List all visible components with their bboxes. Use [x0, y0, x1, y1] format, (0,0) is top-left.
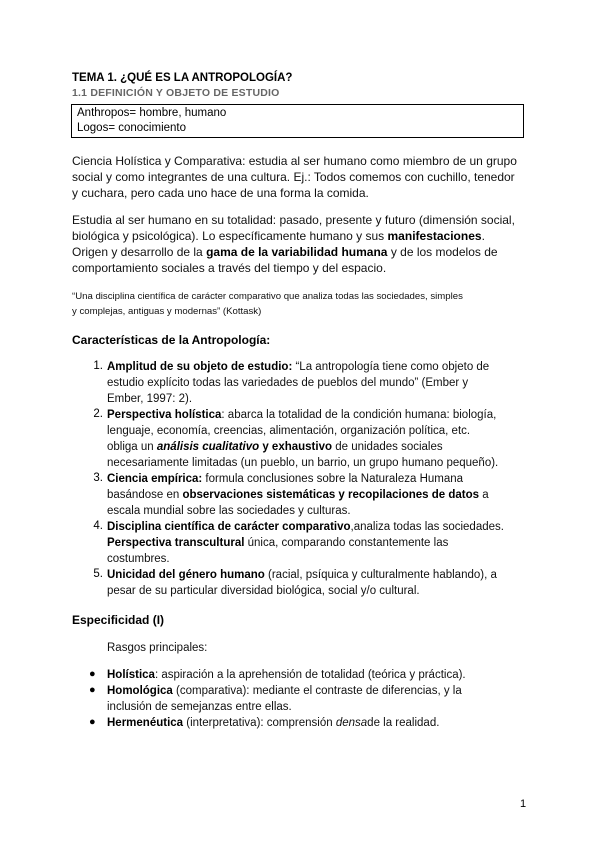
- list-item-line: escala mundial sobre las sociedades y culturas.: [107, 505, 351, 517]
- list-item-line: necesariamente limitadas (un pueblo, un barrio, un grupo humano pequeño).: [107, 457, 499, 469]
- text-line: Origen y desarrollo de la gama de la variabilidad humana y de los modelos de: [72, 245, 498, 259]
- definition-box: [71, 104, 524, 138]
- list-number: 1.: [93, 360, 103, 372]
- text-line: social y como integrantes de una cultura. Ej.: Todos comemos con cuchillo, tenedor: [72, 170, 515, 184]
- quote-line: y complejas, antiguas y modernas” (Kottask): [72, 306, 262, 317]
- list-item-line: pesar de su particular diversidad biológica, social y/o cultural.: [107, 585, 420, 597]
- list-item-line: Disciplina científica de carácter comparativo,analiza todas las sociedades.: [107, 521, 504, 533]
- list-number: 5.: [93, 568, 103, 580]
- list-item-line: Holística: aspiración a la aprehensión de totalidad (teórica y práctica).: [107, 669, 466, 681]
- quote-line: “Una disciplina científica de carácter comparativo que analiza todas las sociedades, simples: [72, 291, 463, 302]
- list-number: 2.: [93, 408, 103, 420]
- text-line: Estudia al ser humano en su totalidad: pasado, presente y futuro (dimensión social,: [72, 213, 515, 227]
- bullet-icon: ●: [89, 684, 96, 696]
- list-number: 3.: [93, 472, 103, 484]
- list-item-line: estudio explícito todas las variedades de pueblos del mundo” (Ember y: [107, 377, 469, 389]
- specificity-heading: Especificidad (I): [72, 613, 165, 627]
- bullet-icon: ●: [89, 668, 96, 680]
- list-item-line: Perspectiva holística: abarca la totalidad de la condición humana: biología,: [107, 409, 497, 421]
- list-number: 4.: [93, 520, 103, 532]
- definition-line: Anthropos= hombre, humano: [77, 107, 227, 119]
- list-item-line: Ember, 1997: 2).: [107, 393, 193, 405]
- list-item-line: Perspectiva transcultural única, comparando constantemente las: [107, 537, 449, 549]
- text-line: comportamiento sociales a través del tiempo y del espacio.: [72, 261, 387, 275]
- section-subtitle: 1.1 DEFINICIÓN Y OBJETO DE ESTUDIO: [72, 87, 280, 99]
- characteristics-heading: Características de la Antropología:: [72, 333, 271, 347]
- page-number: 1: [520, 798, 527, 810]
- text-line: biológica y psicológica). Lo específicamente humano y sus manifestaciones.: [72, 229, 485, 243]
- page-title: TEMA 1. ¿QUÉ ES LA ANTROPOLOGÍA?: [72, 72, 293, 84]
- list-item-line: Unicidad del género humano (racial, psíquica y culturalmente hablando), a: [107, 569, 497, 581]
- rasgos-label: Rasgos principales:: [107, 642, 208, 654]
- definition-line: Logos= conocimiento: [77, 122, 187, 134]
- text-line: y cuchara, pero cada uno hace de una forma la comida.: [72, 186, 369, 200]
- text-line: Ciencia Holística y Comparativa: estudia al ser humano como miembro de un grupo: [72, 154, 517, 168]
- list-item-line: Ciencia empírica: formula conclusiones sobre la Naturaleza Humana: [107, 473, 464, 485]
- list-item-line: Homológica (comparativa): mediante el contraste de diferencias, y la: [107, 685, 462, 697]
- bullet-icon: ●: [89, 716, 96, 728]
- list-item-line: obliga un análisis cualitativo y exhaustivo de unidades sociales: [107, 441, 443, 453]
- list-item-line: costumbres.: [107, 553, 170, 565]
- list-item-line: inclusión de semejanzas entre ellas.: [107, 701, 292, 713]
- list-item-line: Hermenéutica (interpretativa): comprensión densade la realidad.: [107, 717, 440, 729]
- list-item-line: lenguaje, economía, creencias, alimentación, organización política, etc.: [107, 425, 471, 437]
- list-item-line: basándose en observaciones sistemáticas y recopilaciones de datos a: [107, 489, 489, 501]
- list-item-line: Amplitud de su objeto de estudio: “La antropología tiene como objeto de: [107, 361, 490, 373]
